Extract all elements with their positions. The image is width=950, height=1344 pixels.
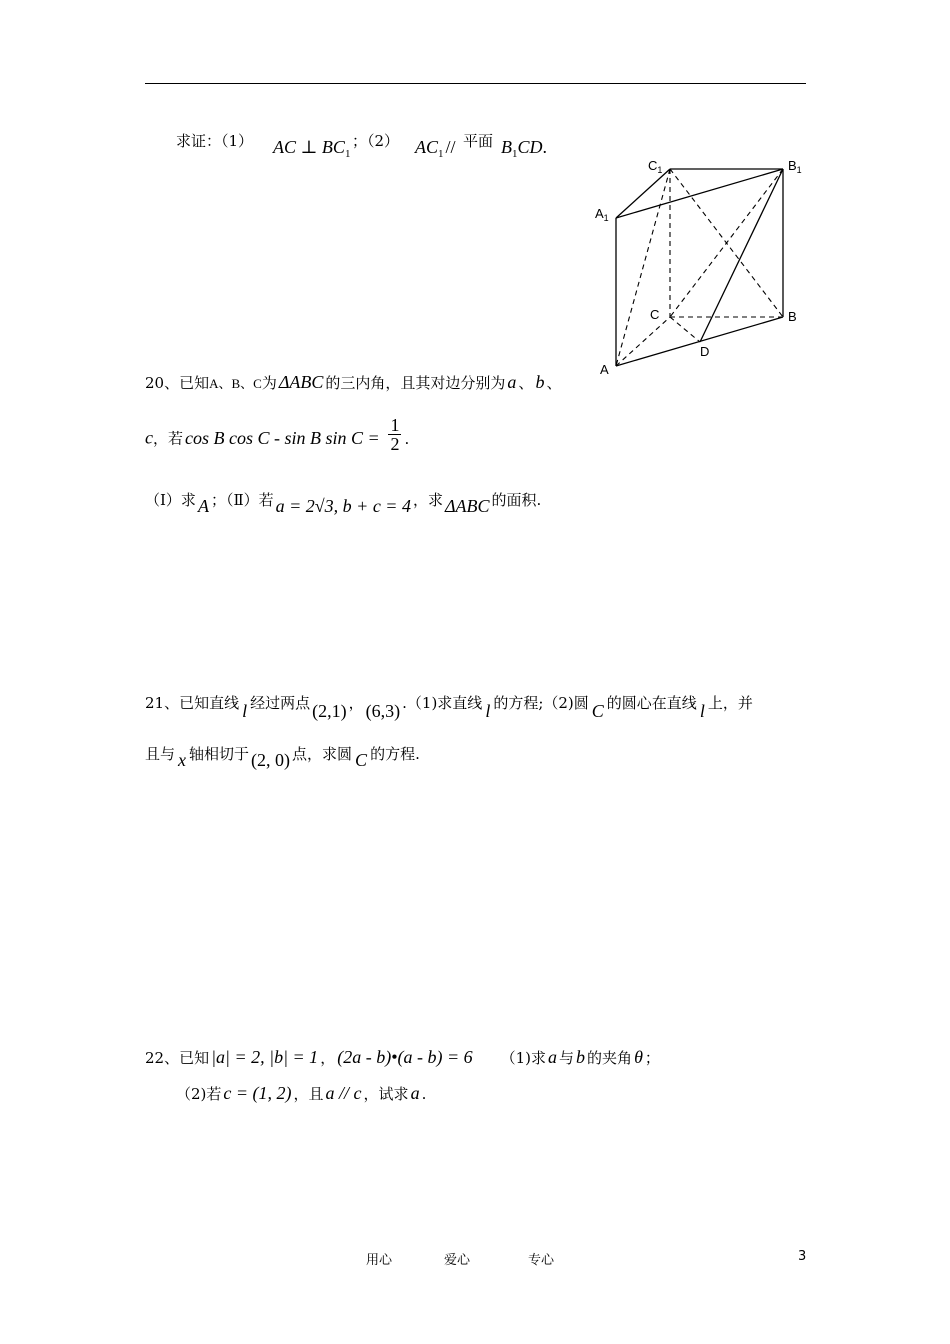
edge-CD [670, 317, 700, 342]
problem19-part2-expr: $AC_1$ // [415, 137, 456, 160]
problem22-line2: （2)若 c = (1, 2) ，且 a // c ，试求 a . [176, 1083, 427, 1103]
edge-B1D [700, 169, 783, 342]
label-C1: $C_1$ [648, 158, 663, 175]
problem20-line2: c，若 cos B cos C - sin B sin C = $\frac{1}{2}$ . [145, 415, 410, 454]
prism-figure [590, 150, 820, 390]
problem21-line1: 21、已知直线 l 经过两点 (2,1) ， (6,3) .（1)求直线 l 的方程;（2)圆 C 的圆心在直线 l 上，并 [145, 694, 753, 721]
problem19-sep: ；（2） [352, 132, 400, 150]
edge-A1B1 [616, 169, 783, 218]
fraction-one-half: $\frac{1}{2}$ [390, 415, 400, 454]
edge-AC1 [616, 169, 670, 366]
page-number: 3 [798, 1249, 807, 1264]
problem21-line2: 且与 x 轴相切于 (2, 0) 点，求圆 C 的方程. [145, 745, 420, 770]
footer-word-1: 用心 [366, 1253, 393, 1268]
problem20-line3: （Ⅰ）求 A ；（Ⅱ）若 a = 2√3, b + c = 4 ，求 ΔABC 的面积. [145, 491, 542, 516]
prove-label: 求证：（1） [176, 132, 254, 150]
label-B1: $B_1$ [788, 158, 802, 175]
problem19-part1-expr: AC ⊥ $BC_1$ [273, 137, 351, 160]
label-C: C [650, 307, 660, 322]
label-A: A [600, 362, 609, 377]
problem19-plane-word: 平面 [463, 132, 494, 150]
problem20-line1: 20、已知A、B、C为 ΔABC 的三内角，且其对边分别为 a 、 b 、 [145, 372, 562, 392]
problem19-prove-line [176, 130, 253, 151]
label-A1: $A_1$ [595, 206, 609, 223]
header-rule [145, 83, 806, 84]
label-B: B [788, 309, 797, 324]
problem19-plane-name: $B_1CD$. [501, 137, 548, 160]
footer-word-2: 爱心 [444, 1253, 471, 1268]
problem22-line1: 22、已知 |a| = 2, |b| = 1 ， (2a - b)•(a - b) = 6 （1)求 a 与 b 的夹角 θ ； [145, 1047, 660, 1067]
label-D: D [700, 344, 710, 359]
footer-word-3: 专心 [528, 1253, 555, 1268]
